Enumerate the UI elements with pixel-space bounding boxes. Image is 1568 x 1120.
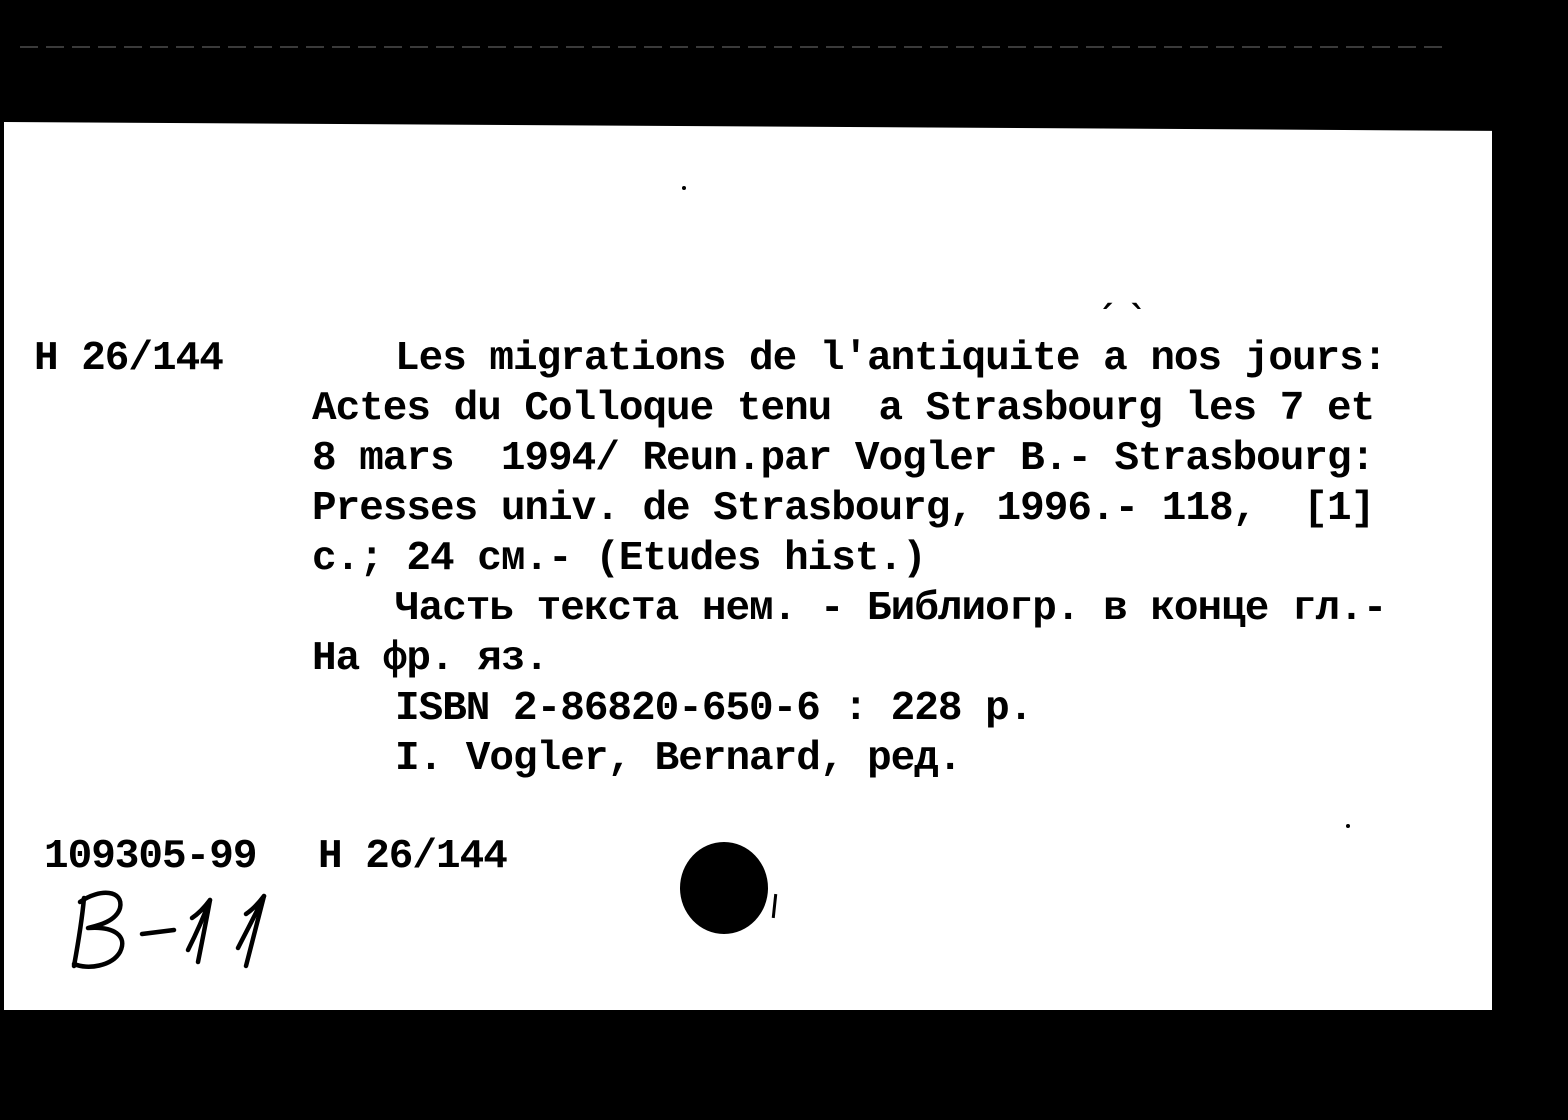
dust-speck [682,186,686,190]
editor-line: I. Vogler, Bernard, ред. [395,736,962,782]
notes-line-1: Часть текста нем. - Библиогр. в конце гл.- [395,586,1387,632]
isbn-line: ISBN 2-86820-650-6 : 228 р. [395,686,1033,732]
call-number-top: Н 26/144 [34,336,223,382]
accent-grave-mark: ˋ [1130,299,1147,339]
punch-hole [680,842,768,934]
title-line-4: Presses univ. de Strasbourg, 1996.- 118, [1] [312,486,1375,532]
title-line-3: 8 mars 1994/ Reun.par Vogler B.- Strasbourg: [312,436,1375,482]
inventory-number: 109305-99 [44,834,257,880]
call-number-bottom: Н 26/144 [318,834,507,880]
accent-acute-mark: ˊ [1097,299,1114,339]
title-line-1: Les migrations de l'antiquite a nos jours: [395,336,1387,382]
handwritten-mark [70,886,290,972]
title-line-5: c.; 24 см.- (Etudes hist.) [312,536,926,582]
scan-border-artifact [20,46,1450,48]
title-line-2: Actes du Colloque tenu a Strasbourg les 7 et [312,386,1375,432]
dust-speck [1346,824,1350,828]
notes-line-2: На фр. яз. [312,636,549,682]
